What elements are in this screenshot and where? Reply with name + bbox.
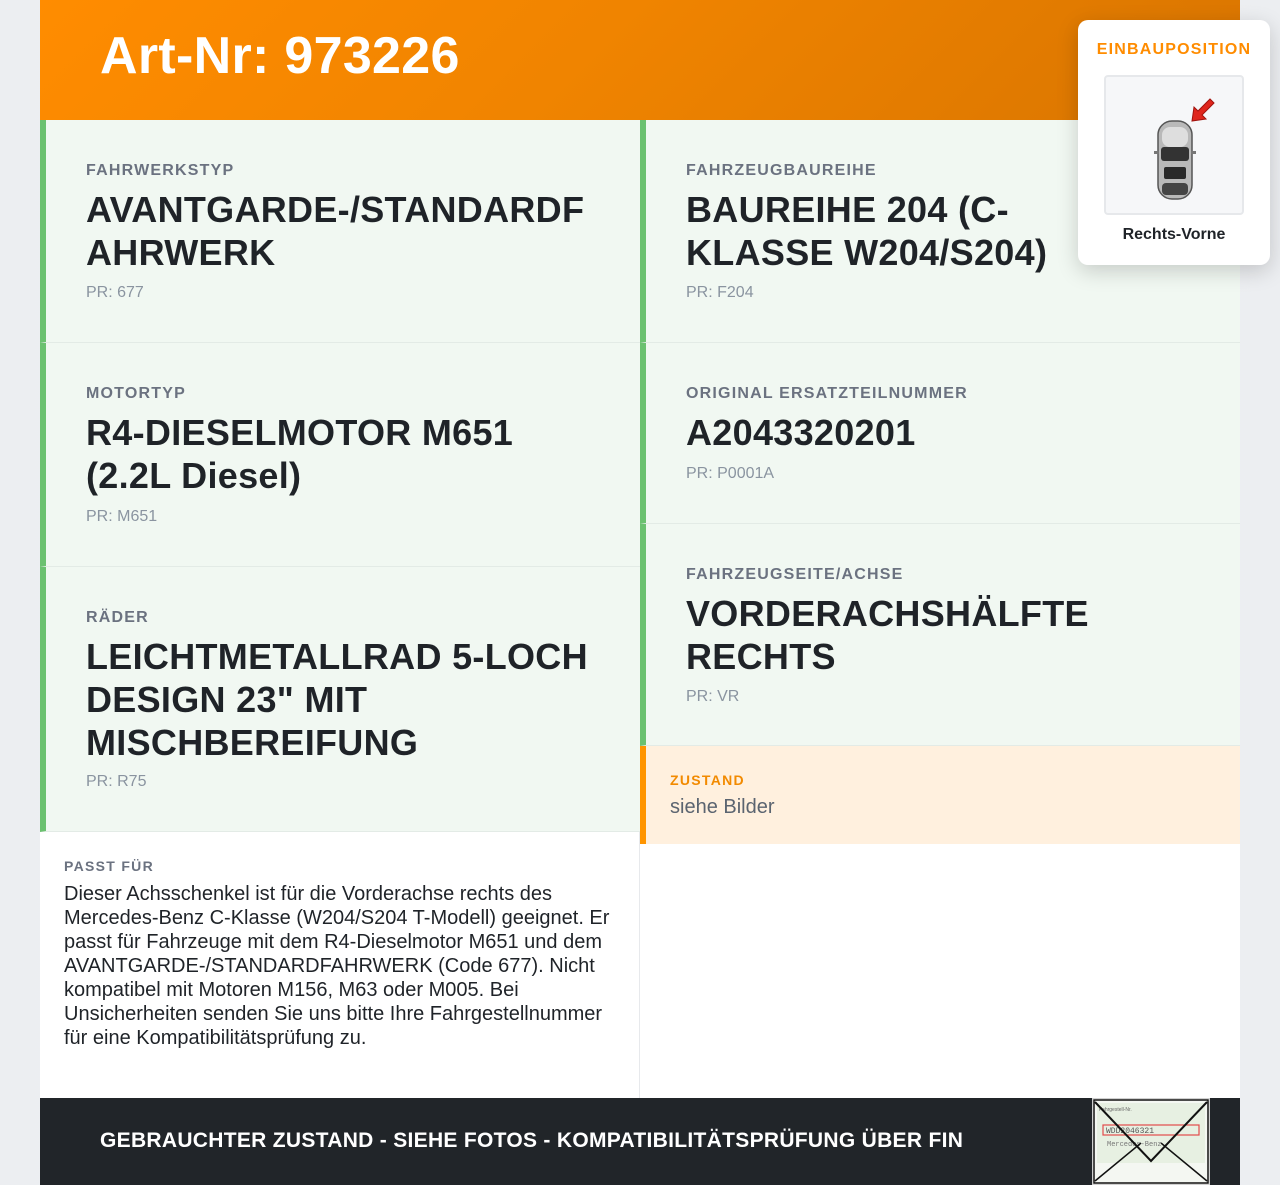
- spec-pr-code: PR: M651: [86, 508, 158, 525]
- svg-text:Mercedes-Benz: Mercedes-Benz: [1107, 1141, 1162, 1149]
- spec-cell-raeder: [40, 567, 640, 832]
- spec-cell-ersatzteilnummer: [640, 343, 1240, 524]
- spec-value: A2043320201: [686, 412, 916, 453]
- passt-fuer-text: Dieser Achsschenkel ist für die Vorderachse rechts des Mercedes-Benz C-Klasse (W204/S204 T-Modell) geeignet. Er passt für Fahrzeuge mit dem R4-Dieselmotor M651 und dem AVANTGARDE-/STANDARDFAHRWERK (Code 677). Nicht kompatibel mit Motoren M156, M63 oder M005. Bei Unsicherheiten senden Sie uns bitte Ihre Fahrgestellnummer für eine Kompatibilitätsprüfung zu.: [64, 883, 610, 1049]
- spec-pr-code: PR: F204: [686, 284, 754, 301]
- spec-pr-code: PR: VR: [686, 688, 740, 705]
- article-number-title: Art-Nr: 973226: [100, 27, 460, 85]
- zustand-label: ZUSTAND: [670, 772, 745, 788]
- spec-value: VORDERACHSHÄLFTE RECHTS: [686, 593, 1089, 677]
- spec-cell-fahrzeugseite: [640, 524, 1240, 746]
- svg-text:Fahrgestell-Nr.: Fahrgestell-Nr.: [1099, 1107, 1132, 1113]
- spec-label: FAHRZEUGSEITE/ACHSE: [686, 566, 904, 583]
- footer-banner: [40, 1098, 1240, 1185]
- einbauposition-title: EINBAUPOSITION: [1096, 41, 1252, 58]
- spec-value: LEICHTMETALLRAD 5-LOCH DESIGN 23" MIT MISCHBEREIFUNG: [86, 636, 588, 763]
- car-top-view-with-arrow-icon: [1104, 75, 1244, 215]
- spec-value: R4-DIESELMOTOR M651 (2.2L Diesel): [86, 412, 514, 496]
- spec-pr-code: PR: P0001A: [686, 465, 775, 482]
- zustand-box: [640, 746, 1240, 844]
- spec-pr-code: PR: R75: [86, 773, 147, 790]
- spec-label: ORIGINAL ERSATZTEILNUMMER: [686, 385, 968, 402]
- spec-pr-code: PR: 677: [86, 284, 144, 301]
- einbauposition-card: [1078, 20, 1270, 265]
- spec-label: FAHRWERKSTYP: [86, 162, 235, 179]
- header-banner: [40, 0, 1240, 120]
- spec-label: RÄDER: [86, 609, 149, 626]
- svg-text:WDD2046321: WDD2046321: [1106, 1127, 1155, 1136]
- spec-value: BAUREIHE 204 (C-KLASSE W204/S204): [686, 189, 1048, 273]
- spec-cell-motortyp: [40, 343, 640, 567]
- spec-label: MOTORTYP: [86, 385, 186, 402]
- spec-value: AVANTGARDE-/STANDARDFAHRWERK: [86, 189, 585, 273]
- passt-fuer-section: [40, 832, 640, 1098]
- passt-fuer-label: PASST FÜR: [64, 858, 154, 874]
- spec-cell-fahrwerkstyp: [40, 120, 640, 343]
- fin-document-envelope-icon: [1092, 1098, 1210, 1185]
- einbauposition-caption: Rechts-Vorne: [1122, 226, 1226, 243]
- spec-label: FAHRZEUGBAUREIHE: [686, 162, 877, 179]
- product-info-sheet: [40, 0, 1252, 1185]
- zustand-value: siehe Bilder: [670, 796, 775, 818]
- footer-text: GEBRAUCHTER ZUSTAND - SIEHE FOTOS - KOMPATIBILITÄTSPRÜFUNG ÜBER FIN: [100, 1129, 964, 1152]
